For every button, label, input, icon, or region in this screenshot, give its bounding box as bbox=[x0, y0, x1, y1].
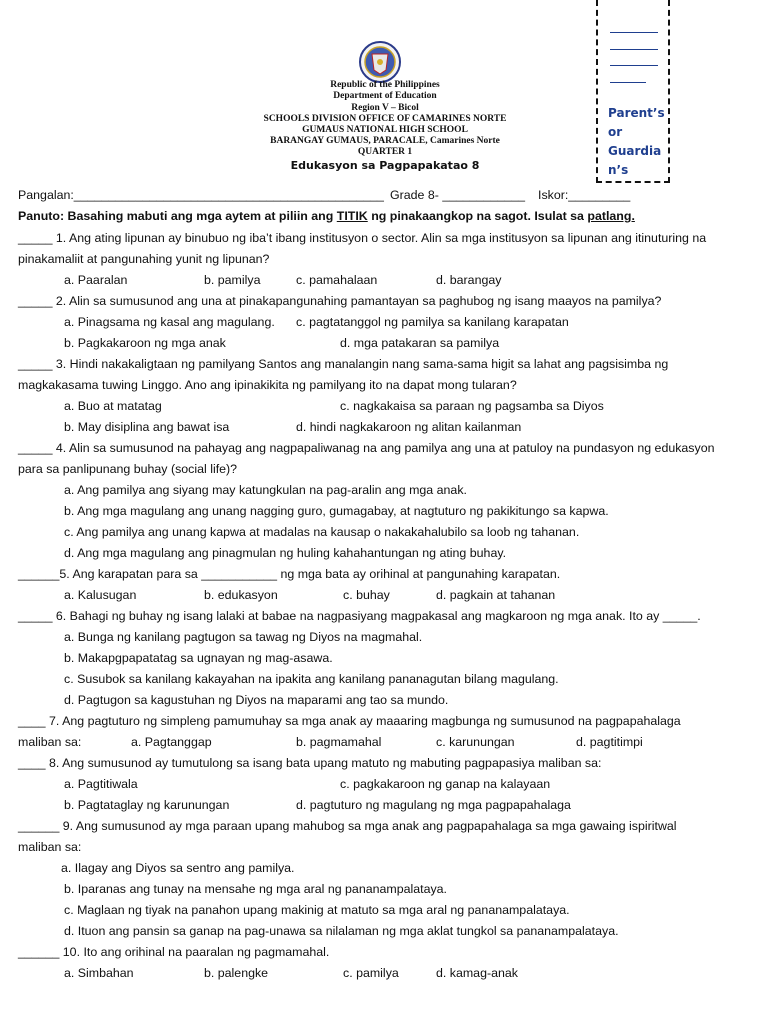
parent-signature-label: Parent’s or Guardia n’s bbox=[608, 106, 665, 177]
q10-option-a: a. Simbahan bbox=[64, 966, 134, 980]
q7-option-d: d. pagtitimpi bbox=[576, 735, 643, 749]
q7-option-a: a. Pagtanggap bbox=[131, 735, 212, 749]
q4-option-a: a. Ang pamilya ang siyang may katungkulan na pag-aralin ang mga anak. bbox=[64, 483, 467, 497]
q6-option-a: a. Bunga ng kanilang pagtugon sa tawag ng Diyos na magmahal. bbox=[64, 630, 423, 644]
question-7-text: ____ 7. Ang pagtuturo ng simpleng pamumuhay sa mga anak ay maaaring magbunga ng sumusunod na pagpapahalaga bbox=[18, 714, 681, 728]
question-5-text: ______5. Ang karapatan para sa ___________ ng mga bata ay orihinal at pangunahing karapatan. bbox=[18, 567, 561, 581]
q4-option-b: b. Ang mga magulang ang unang nagging guro, gumagabay, at nagtuturo ng pakikitungo sa kapwa. bbox=[64, 504, 609, 518]
q8-option-a: a. Pagtitiwala bbox=[64, 777, 138, 791]
question-8-text: ____ 8. Ang sumusunod ay tumutulong sa isang bata upang matuto ng mabuting pagpapasiya maliban sa: bbox=[18, 756, 602, 770]
question-4-text: _____ 4. Alin sa sumusunod na pahayag ang nagpapaliwanag na ang pamilya ang una at patuloy na pundasyon ng edukasyon bbox=[18, 441, 715, 455]
q5-option-d: d. pagkain at tahanan bbox=[436, 588, 556, 602]
q3-option-d: d. hindi nagkakaroon ng alitan kailanman bbox=[296, 420, 522, 434]
question-9-text-cont: maliban sa: bbox=[18, 840, 82, 854]
question-7-text-cont: maliban sa: bbox=[18, 735, 82, 749]
question-1-text: _____ 1. Ang ating lipunan ay binubuo ng iba’t ibang institusyon o sector. Alin sa mga institusyon sa lipunan ang itinuturing na bbox=[18, 231, 707, 245]
q5-option-c: c. buhay bbox=[343, 588, 390, 602]
q5-option-a: a. Kalusugan bbox=[64, 588, 137, 602]
header-quarter: QUARTER 1 bbox=[357, 147, 413, 157]
q8-option-d: d. pagtuturo ng magulang ng mga pagpapahalaga bbox=[296, 798, 571, 812]
q6-option-d: d. Pagtugon sa kagustuhan ng Diyos na maparami ang tao sa mundo. bbox=[64, 693, 449, 707]
q9-option-b: b. Iparanas ang tunay na mensahe ng mga aral ng pananampalataya. bbox=[64, 882, 448, 896]
q7-option-c: c. karunungan bbox=[436, 735, 515, 749]
q4-option-d: d. Ang mga magulang ang pinagmulan ng huling kahahantungan ng ating buhay. bbox=[64, 546, 507, 560]
score-field[interactable]: Iskor:_________ bbox=[538, 188, 631, 202]
q1-option-a: a. Paaralan bbox=[64, 273, 128, 287]
q2-option-c: c. pagtatanggol ng pamilya sa kanilang karapatan bbox=[296, 315, 569, 329]
subject-title: Edukasyon sa Pagpapakatao 8 bbox=[290, 159, 480, 172]
q2-option-d: d. mga patakaran sa pamilya bbox=[340, 336, 500, 350]
q3-option-b: b. May disiplina ang bawat isa bbox=[64, 420, 230, 434]
question-3-text-cont: magkakasama tuwing Linggo. Ano ang ipinakikita ng pamilyang ito na dapat mong tularan? bbox=[18, 378, 517, 392]
q10-option-c: c. pamilya bbox=[343, 966, 399, 980]
grade-field[interactable]: Grade 8- ____________ bbox=[390, 188, 526, 202]
q9-option-c: c. Maglaan ng tiyak na panahon upang makinig at matuto sa mga aral ng pananampalataya. bbox=[64, 903, 570, 917]
q10-option-d: d. kamag-anak bbox=[436, 966, 518, 980]
question-2-text: _____ 2. Alin sa sumusunod ang una at pinakapangunahing pamantayan sa paghubog ng isang maayos na pamilya? bbox=[18, 294, 662, 308]
header-school: GUMAUS NATIONAL HIGH SCHOOL bbox=[302, 125, 468, 135]
header-region: Region V – Bicol bbox=[351, 103, 419, 113]
q10-option-b: b. palengke bbox=[204, 966, 269, 980]
q1-option-c: c. pamahalaan bbox=[296, 273, 378, 287]
q1-option-d: d. barangay bbox=[436, 273, 502, 287]
question-9-text: ______ 9. Ang sumusunod ay mga paraan upang mahubog sa mga anak ang pagpapahalaga sa mga gawaing ispiritwal bbox=[18, 819, 677, 833]
q2-option-b: b. Pagkakaroon ng mga anak bbox=[64, 336, 226, 350]
q5-option-b: b. edukasyon bbox=[204, 588, 278, 602]
question-4-text-cont: para sa panlipunang buhay (social life)? bbox=[18, 462, 238, 476]
header-division: SCHOOLS DIVISION OFFICE OF CAMARINES NORTE bbox=[263, 114, 507, 124]
header-department: Department of Education bbox=[333, 91, 437, 101]
header-republic: Republic of the Philippines bbox=[330, 80, 440, 90]
q1-option-b: b. pamilya bbox=[204, 273, 261, 287]
q3-option-a: a. Buo at matatag bbox=[64, 399, 162, 413]
q8-option-b: b. Pagtataglay ng karunungan bbox=[64, 798, 230, 812]
instructions: Panuto: Basahing mabuti ang mga aytem at piliin ang TITIK ng pinakaangkop na sagot. Isulat sa patlang. bbox=[18, 209, 635, 223]
q7-option-b: b. pagmamahal bbox=[296, 735, 382, 749]
q6-option-c: c. Susubok sa kanilang kakayahan na ipakita ang kanilang pananagutan bilang magulang. bbox=[64, 672, 559, 686]
q2-option-a: a. Pinagsama ng kasal ang magulang. bbox=[64, 315, 275, 329]
question-6-text: _____ 6. Bahagi ng buhay ng isang lalaki at babae na nagpasiyang magpakasal ang magkaroon ng mga anak. Ito ay _____. bbox=[18, 609, 701, 623]
q4-option-c: c. Ang pamilya ang unang kapwa at madalas na kausap o nakakahalubilo sa loob ng tahanan. bbox=[64, 525, 580, 539]
q3-option-c: c. nagkakaisa sa paraan ng pagsamba sa Diyos bbox=[340, 399, 604, 413]
header-address: BARANGAY GUMAUS, PARACALE, Camarines Norte bbox=[270, 136, 500, 146]
question-3-text: _____ 3. Hindi nakakaligtaan ng pamilyang Santos ang manalangin nang sama-sama higit sa lahat ang pagsisimba ng bbox=[18, 357, 669, 371]
parent-signature-box bbox=[596, 0, 670, 183]
q8-option-c: c. pagkakaroon ng ganap na kalayaan bbox=[340, 777, 551, 791]
deped-seal-icon bbox=[352, 40, 408, 84]
question-1-text-cont: pinakamaliit at pangunahing yunit ng lipunan? bbox=[18, 252, 270, 266]
q9-option-a: a. Ilagay ang Diyos sa sentro ang pamilya. bbox=[61, 861, 295, 875]
question-10-text: ______ 10. Ito ang orihinal na paaralan ng pagmamahal. bbox=[18, 945, 330, 959]
q6-option-b: b. Makapgpapatatag sa ugnayan ng mag-asawa. bbox=[64, 651, 333, 665]
name-field[interactable]: Pangalan:_____________________________________________ bbox=[18, 188, 384, 202]
q9-option-d: d. Ituon ang pansin sa ganap na pag-unawa sa nilalaman ng mga aklat tungkol sa pananampalataya. bbox=[64, 924, 619, 938]
